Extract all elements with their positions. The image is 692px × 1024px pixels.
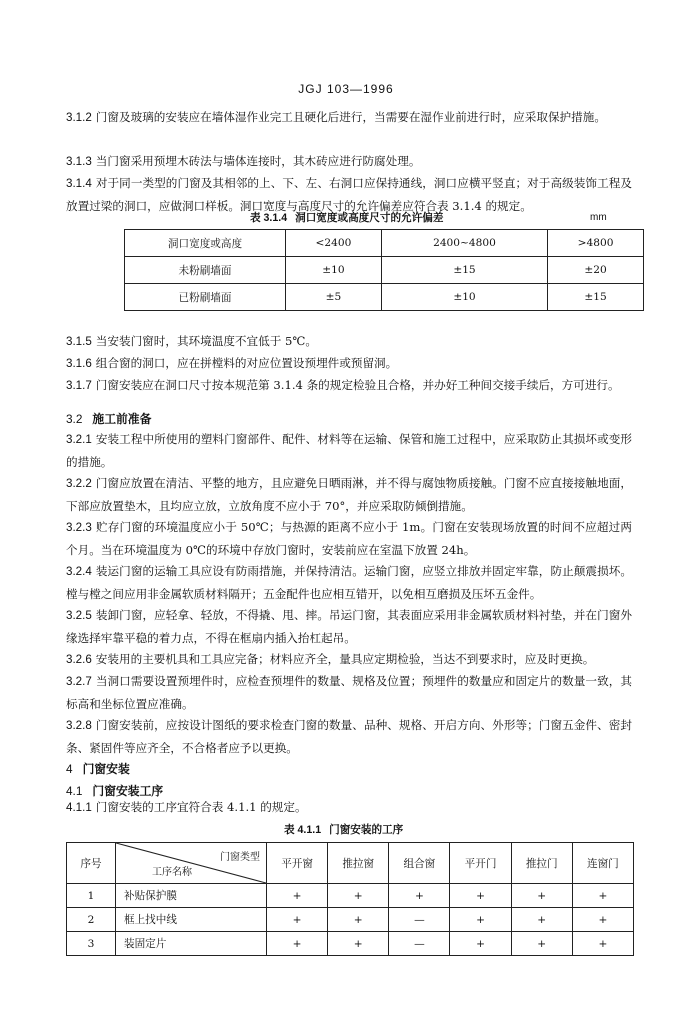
table-4-1-1	[66, 842, 634, 956]
table-header-row	[125, 230, 644, 257]
table-cell: ±15	[381, 257, 547, 284]
section-3-2-heading	[66, 410, 151, 427]
table-header-row	[67, 843, 634, 884]
clause-number: 3.2.4	[66, 565, 92, 578]
caption-number: 表 3.1.4	[250, 212, 288, 224]
clause-number: 3.1.4	[66, 177, 92, 190]
header-cell: 连窗门	[572, 843, 633, 884]
clause-3-1-6	[66, 352, 632, 375]
table-cell: ±15	[548, 284, 644, 311]
table-3-1-4	[124, 229, 644, 311]
clause-text: 对于同一类型的门窗及其相邻的上、下、左、右洞口应保持通线，洞口应横平竖直；对于高级装饰工程及放置过梁的洞口，应做洞口样板。洞口宽度与高度尺寸的允许偏差应符合表 3.1.4 的规定。	[66, 176, 632, 213]
clause-3-2-5	[66, 604, 632, 649]
table-cell: +	[450, 932, 511, 956]
clause-number: 4.1.1	[66, 801, 92, 814]
clause-number: 3.1.5	[66, 335, 92, 348]
table-cell: +	[267, 884, 328, 908]
row-name: 框上找中线	[116, 908, 267, 932]
clause-3-2-1	[66, 428, 632, 473]
chapter-4-heading	[66, 760, 130, 777]
clause-3-2-4	[66, 560, 632, 605]
header-cell: 平开窗	[267, 843, 328, 884]
row-name: 装固定片	[116, 932, 267, 956]
section-title: 门窗安装工序	[92, 784, 164, 798]
table-cell: ±10	[381, 284, 547, 311]
clause-text: 装卸门窗，应轻拿、轻放，不得撬、甩、摔。吊运门窗，其表面应采用非金属软质材料衬垫，并在门窗外缘选择牢靠平稳的着力点，不得在框扇内插入抬杠起吊。	[66, 608, 632, 645]
table-cell: +	[267, 908, 328, 932]
clause-number: 3.2.1	[66, 433, 92, 446]
section-title: 门窗安装	[82, 762, 130, 776]
table-cell: —	[389, 908, 450, 932]
row-seq: 1	[67, 884, 116, 908]
clause-text: 安装工程中所使用的塑料门窗部件、配件、材料等在运输、保管和施工过程中，应采取防止其损坏或变形的措施。	[66, 432, 632, 469]
clause-number: 3.2.8	[66, 719, 92, 732]
header-cell: 平开门	[450, 843, 511, 884]
caption-text: 门窗安装的工序	[329, 824, 404, 836]
table-row	[125, 257, 644, 284]
clause-text: 门窗及玻璃的安装应在墙体湿作业完工且硬化后进行，当需要在湿作业前进行时，应采取保护措施。	[95, 110, 606, 124]
table-cell: +	[389, 884, 450, 908]
caption-number: 表 4.1.1	[284, 824, 322, 836]
table-row	[67, 884, 634, 908]
table-cell: ±20	[548, 257, 644, 284]
clause-3-1-5	[66, 330, 632, 353]
clause-text: 门窗安装前，应按设计图纸的要求检查门窗的数量、品种、规格、开启方向、外形等；门窗五金件、密封条、紧固件等应齐全，不合格者应予以更换。	[66, 718, 632, 755]
table-row	[67, 932, 634, 956]
header-cell: >4800	[548, 230, 644, 257]
header-cell: 组合窗	[389, 843, 450, 884]
clause-3-2-6	[66, 648, 632, 671]
clause-text: 门窗应放置在清洁、平整的地方，且应避免日晒雨淋，并不得与腐蚀物质接触。门窗不应直接接触地面，下部应放置垫木，且均应立放，立放角度不应小于 70°，并应采取防倾倒措施。	[66, 476, 632, 513]
clause-number: 3.2.3	[66, 521, 92, 534]
clause-text: 装运门窗的运输工具应设有防雨措施，并保持清洁。运输门窗，应竖立排放并固定牢靠，防止颠震损坏。樘与樘之间应用非金属软质材料隔开；五金配件也应相互错开，以免相互磨损及压坏五金件。	[66, 564, 632, 601]
row-seq: 2	[67, 908, 116, 932]
clause-text: 当洞口需要设置预埋件时，应检查预埋件的数量、规格及位置；预埋件的数量应和固定片的数量一致，其标高和坐标位置应准确。	[66, 674, 632, 711]
clause-3-2-3	[66, 516, 632, 561]
row-name: 补贴保护膜	[116, 884, 267, 908]
clause-text: 当门窗采用预埋木砖法与墙体连接时，其木砖应进行防腐处理。	[95, 154, 421, 168]
clause-3-1-3	[66, 150, 632, 173]
row-label: 已粉刷墙面	[125, 284, 286, 311]
section-number: 4	[66, 762, 73, 776]
clause-text: 门窗安装应在洞口尺寸按本规范第 3.1.4 条的规定检验且合格，并办好工种间交接手续后，方可进行。	[95, 378, 620, 392]
section-number: 4.1	[66, 784, 83, 798]
clause-3-1-7	[66, 374, 632, 397]
row-label: 未粉刷墙面	[125, 257, 286, 284]
header-cell: <2400	[286, 230, 382, 257]
diag-bottom-label: 工序名称	[152, 867, 192, 878]
table-cell: +	[511, 932, 572, 956]
clause-text: 门窗安装的工序宜符合表 4.1.1 的规定。	[95, 800, 307, 814]
section-number: 3.2	[66, 412, 83, 426]
table-cell: ±5	[286, 284, 382, 311]
table-cell: +	[572, 932, 633, 956]
table-cell: +	[450, 884, 511, 908]
clause-text: 当安装门窗时，其环境温度不宜低于 5℃。	[95, 334, 317, 348]
table-cell: +	[572, 884, 633, 908]
header-cell: 洞口宽度或高度	[125, 230, 286, 257]
clause-number: 3.2.6	[66, 653, 92, 666]
table-cell: ±10	[286, 257, 382, 284]
table-cell: —	[389, 932, 450, 956]
table-cell: +	[328, 884, 389, 908]
clause-text: 组合窗的洞口，应在拼樘料的对应位置设预埋件或预留洞。	[95, 356, 398, 370]
table-cell: +	[450, 908, 511, 932]
header-cell: 2400~4800	[381, 230, 547, 257]
header-cell: 推拉窗	[328, 843, 389, 884]
table-cell: +	[511, 908, 572, 932]
table-cell: +	[511, 884, 572, 908]
clause-text: 贮存门窗的环境温度应小于 50℃；与热源的距离不应小于 1m。门窗在安装现场放置的时间不应超过两个月。当在环境温度为 0℃的环境中存放门窗时，安装前应在室温下放置 24h。	[66, 520, 632, 557]
caption-text: 洞口宽度或高度尺寸的允许偏差	[295, 212, 444, 224]
clause-4-1-1	[66, 796, 632, 819]
table-row	[67, 908, 634, 932]
row-seq: 3	[67, 932, 116, 956]
diag-top-label: 门窗类型	[220, 852, 260, 863]
clause-number: 3.1.6	[66, 357, 92, 370]
header-cell: 推拉门	[511, 843, 572, 884]
table-cell: +	[328, 932, 389, 956]
table-row	[125, 284, 644, 311]
clause-3-1-2	[66, 106, 632, 129]
page-header: JGJ 103—1996	[298, 82, 394, 96]
clause-number: 3.1.3	[66, 155, 92, 168]
clause-number: 3.1.2	[66, 111, 92, 124]
clause-number: 3.2.2	[66, 477, 92, 490]
table-cell: +	[328, 908, 389, 932]
clause-number: 3.2.5	[66, 609, 92, 622]
table-3-1-4-unit: mm	[590, 212, 607, 223]
clause-3-2-8	[66, 714, 632, 759]
header-cell-seq: 序号	[67, 843, 116, 884]
clause-number: 3.1.7	[66, 379, 92, 392]
table-3-1-4-caption	[250, 210, 443, 225]
section-title: 施工前准备	[92, 412, 152, 426]
clause-3-2-7	[66, 670, 632, 715]
clause-number: 3.2.7	[66, 675, 92, 688]
table-cell: +	[572, 908, 633, 932]
diagonal-header-cell	[116, 843, 267, 884]
clause-3-2-2	[66, 472, 632, 517]
table-cell: +	[267, 932, 328, 956]
table-4-1-1-caption	[284, 822, 403, 837]
clause-text: 安装用的主要机具和工具应完备；材料应齐全，量具应定期检验，当达不到要求时，应及时更换。	[95, 652, 595, 666]
